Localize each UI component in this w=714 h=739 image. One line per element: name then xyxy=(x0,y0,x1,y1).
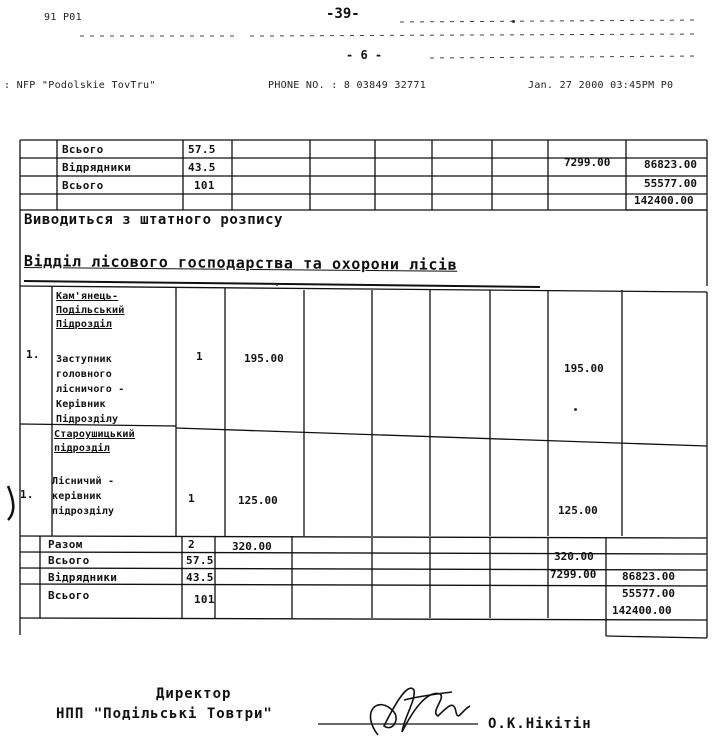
entry-1-salary: 195.00 xyxy=(244,352,284,365)
scan-speck xyxy=(276,284,278,286)
top-row-3-label: Всього xyxy=(62,179,104,192)
bottom-row-2-col9: 320.00 xyxy=(554,550,594,563)
entry-2-number: 1. xyxy=(20,488,34,501)
bottom-row-1-label: Разом xyxy=(48,538,83,551)
top-row-3-count: 101 xyxy=(194,179,215,192)
entry-2-qty: 1 xyxy=(188,492,195,505)
entry-2-total: 125.00 xyxy=(558,504,598,517)
top-row-2-label: Відрядники xyxy=(62,161,132,174)
bottom-row-3-col9: 7299.00 xyxy=(550,568,597,581)
bottom-row-4-label: Всього xyxy=(48,589,90,602)
bottom-row-1-salary: 320.00 xyxy=(232,540,272,553)
bottom-row-4-count: 101 xyxy=(194,593,215,606)
page-number: -39- xyxy=(326,6,360,22)
bottom-extra-total: 142400.00 xyxy=(612,604,672,617)
bottom-row-2-label: Всього xyxy=(48,554,90,567)
top-row-1-count: 57.5 xyxy=(188,143,216,156)
top-row-2-col9: 7299.00 xyxy=(564,156,611,169)
top-row-3-col10: 55577.00 xyxy=(644,177,697,190)
bottom-row-4-col10: 55577.00 xyxy=(622,587,675,600)
removed-heading: Виводиться з штатного розпису xyxy=(24,212,283,228)
top-row-1-label: Всього xyxy=(62,143,104,156)
footer-title: Директор xyxy=(156,686,232,702)
top-extra-total: 142400.00 xyxy=(634,194,694,207)
entry-2-unit: Староушицький підрозділ xyxy=(54,429,135,454)
footer-director-name: О.К.Нікітін xyxy=(488,716,592,732)
fax-datetime: Jan. 27 2000 03:45PM P0 xyxy=(528,80,674,91)
entry-2-salary: 125.00 xyxy=(238,494,278,507)
bottom-row-1-count: 2 xyxy=(188,538,195,551)
sub-page-number: - 6 - xyxy=(346,48,383,62)
scan-speck xyxy=(512,20,515,23)
entry-1-qty: 1 xyxy=(196,350,203,363)
bottom-row-3-col10: 86823.00 xyxy=(622,570,675,583)
footer-organization: НПП "Подільські Товтри" xyxy=(56,706,273,722)
fax-id: 91 P01 xyxy=(44,12,82,23)
fax-phone: PHONE NO. : 8 03849 32771 xyxy=(268,80,427,91)
top-row-2-col10: 86823.00 xyxy=(644,158,697,171)
section-title: Відділ лісового господарства та охорони лісів xyxy=(23,252,458,274)
bottom-row-2-count: 57.5 xyxy=(186,554,214,567)
entry-1-position: Заступник головного лісничого - Керівник Підрозділу xyxy=(56,354,125,425)
signature xyxy=(370,688,470,735)
entry-1-number: 1. xyxy=(26,348,40,361)
entry-1-unit: Кам'янець-Подільський Підрозділ xyxy=(56,291,125,330)
entry-1-total: 195.00 xyxy=(564,362,604,375)
fax-sender: : NFP "Podolskie TovTru" xyxy=(4,80,156,91)
bottom-row-3-count: 43.5 xyxy=(186,571,214,584)
scan-speck xyxy=(574,408,577,411)
top-row-2-count: 43.5 xyxy=(188,161,216,174)
entry-2-position: Лісничий - керівник підрозділу xyxy=(52,476,115,517)
bottom-row-3-label: Відрядники xyxy=(48,571,118,584)
